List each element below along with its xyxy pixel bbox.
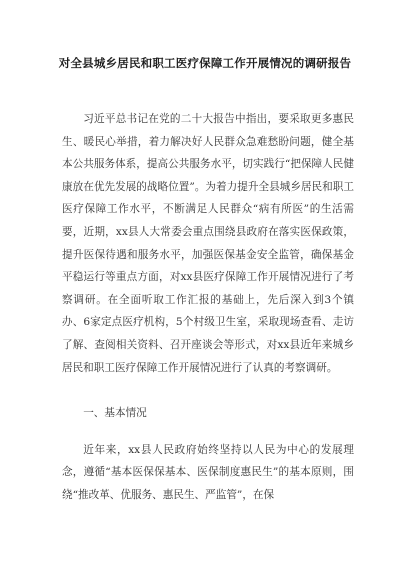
section-paragraph: 近年来，xx县人民政府始终坚持以人民为中心的发展理念，遵循“基本医保保基本、医保制度惠民生”的基本原则，围绕“推改革、优服务、惠民生、严监管”，在保 [62,443,354,501]
intro-paragraph: 习近平总书记在党的二十大报告中指出，要采取更多惠民生、暖民心举措，着力解决好人民群众急难愁盼问题，健全基本公共服务体系，提高公共服务水平，切实践行“把保障人民健康放在优先发展的战略位置”。为着力提升全县城乡居民和职工医疗保障工作水平，不断满足人民群众“病有所医”的生活需要，近期，xx县人大常委会重点围绕县政府在落实医保政策，提升医保待遇和服务水平，加强医保基金安全监管，确保基金平稳运行等重点方面，对xx县医疗保障工作开展情况进行了考察调研。在全面听取工作汇报的基础上，先后深入到3个镇办、6家定点医疗机构，5个村级卫生室，采取现场查看、走访了解、查阅相关资料、召开座谈会等形式，对xx县近年来城乡居民和职工医疗保障工作开展情况进行了认真的考察调研。 [62,113,354,374]
section-heading-basic-situation: 一、基本情况 [83,407,147,420]
document-body [62,108,354,507]
document-title: 对全县城乡居民和职工医疗保障工作开展情况的调研报告 [58,56,352,70]
